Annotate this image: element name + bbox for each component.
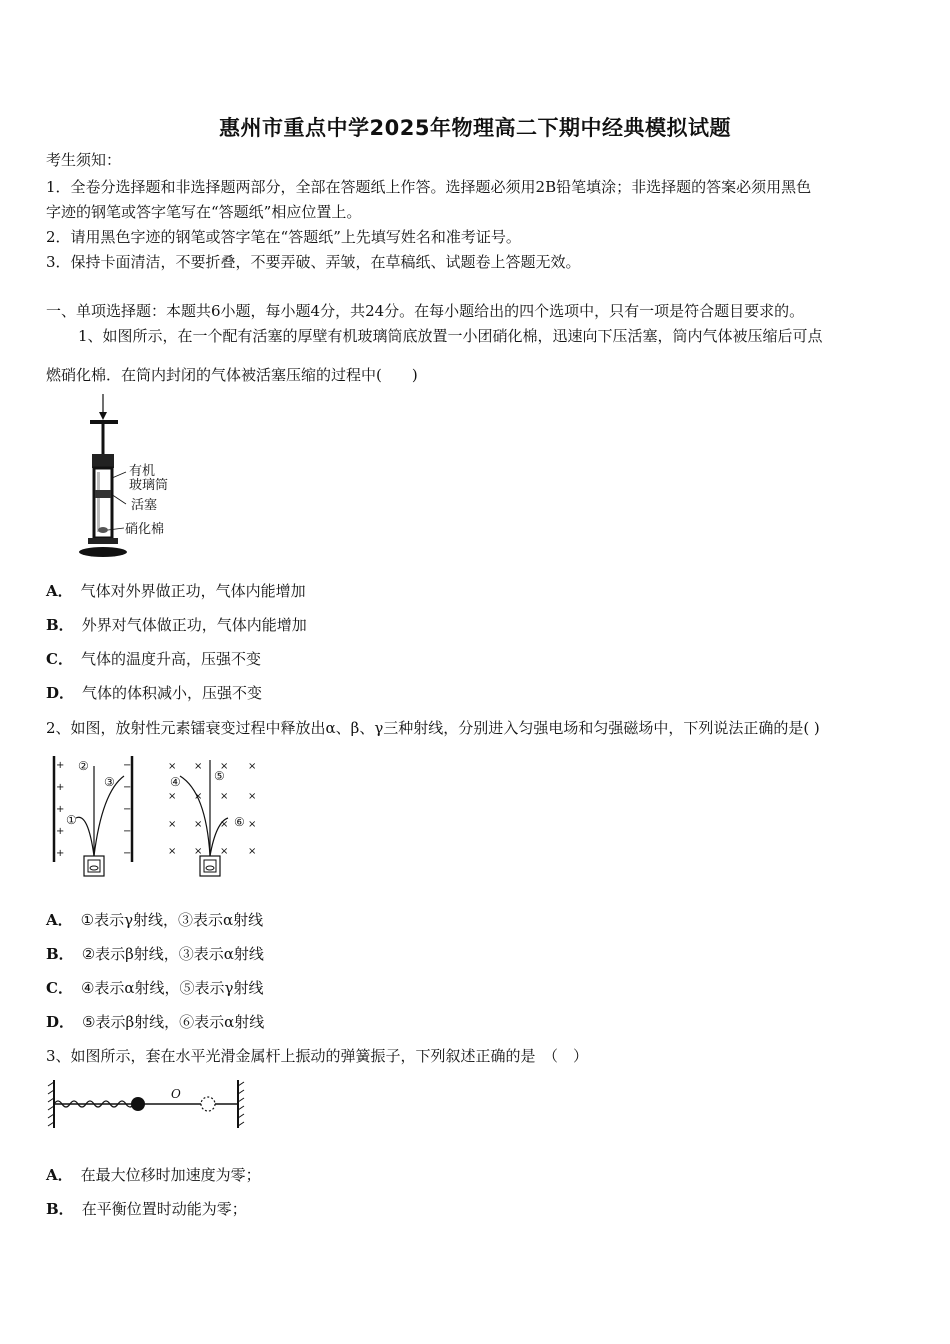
option-text: ⑤表示β射线，⑥表示α射线 <box>82 1013 265 1031</box>
q1-option-c <box>46 649 261 669</box>
q2-stem: 2、如图，放射性元素镭衰变过程中释放出α、β、γ三种射线，分别进入匀强电场和匀强磁场中，下列说法正确的是( ) <box>46 719 820 737</box>
option-letter: D． <box>46 684 75 702</box>
q1-stem-line2: 燃硝化棉．在筒内封闭的气体被活塞压缩的过程中( ) <box>46 366 418 384</box>
q2-label-4: ④ <box>170 775 181 789</box>
option-letter: C． <box>46 979 73 997</box>
svg-text:×: × <box>248 819 257 830</box>
option-text: 在最大位移时加速度为零； <box>80 1166 261 1184</box>
svg-text:−: − <box>123 848 132 859</box>
svg-text:×: × <box>248 846 257 857</box>
q1-option-a <box>46 581 306 601</box>
svg-text:×: × <box>248 761 257 772</box>
svg-text:×: × <box>168 846 177 857</box>
q2-label-6: ⑥ <box>234 815 245 829</box>
svg-text:−: − <box>123 782 132 793</box>
svg-text:×: × <box>194 791 203 802</box>
q3-option-a <box>46 1165 261 1185</box>
svg-text:×: × <box>220 819 229 830</box>
q2-label-3: ③ <box>104 775 115 789</box>
svg-text:+: + <box>56 760 65 771</box>
svg-text:×: × <box>194 819 203 830</box>
q2-option-c <box>46 978 264 998</box>
notice-item-1-cont: 字迹的钢笔或答字笔写在“答题纸”相应位置上。 <box>46 203 362 221</box>
option-text: 气体对外界做正功，气体内能增加 <box>80 582 306 600</box>
q1-option-b <box>46 615 307 635</box>
svg-text:×: × <box>248 791 257 802</box>
q1-label-cotton: 硝化棉 <box>125 522 165 537</box>
svg-text:−: − <box>123 760 132 771</box>
svg-text:−: − <box>123 826 132 837</box>
option-letter: B． <box>46 616 74 634</box>
option-letter: C． <box>46 650 73 668</box>
q3-stem: 3、如图所示，套在水平光滑金属杆上振动的弹簧振子，下列叙述正确的是 （ ） <box>46 1047 589 1065</box>
option-text: 气体的温度升高，压强不变 <box>80 650 261 668</box>
q2-label-5: ⑤ <box>214 769 225 783</box>
option-text: ②表示β射线，③表示α射线 <box>81 945 264 963</box>
q2-option-a <box>46 910 263 930</box>
svg-text:+: + <box>56 782 65 793</box>
option-text: 外界对气体做正功，气体内能增加 <box>81 616 307 634</box>
notice-item-2: 2．请用黑色字迹的钢笔或答字笔在“答题纸”上先填写姓名和准考证号。 <box>46 228 521 246</box>
q1-option-d <box>46 683 262 703</box>
svg-text:+: + <box>56 826 65 837</box>
option-text: 在平衡位置时动能为零； <box>81 1200 247 1218</box>
svg-text:−: − <box>123 804 132 815</box>
svg-text:+: + <box>56 804 65 815</box>
svg-text:×: × <box>220 761 229 772</box>
q2-option-b <box>46 944 264 964</box>
option-letter: A． <box>46 1166 73 1184</box>
svg-text:×: × <box>220 791 229 802</box>
svg-text:×: × <box>168 761 177 772</box>
svg-text:×: × <box>168 819 177 830</box>
q1-label-organic: 有机 <box>129 464 156 479</box>
svg-text:×: × <box>220 846 229 857</box>
q1-stem-line1: 1、如图所示，在一个配有活塞的厚壁有机玻璃筒底放置一小团硝化棉，迅速向下压活塞，筒内气体被压缩后可点 <box>78 327 823 345</box>
q2-label-1: ① <box>66 813 77 827</box>
option-letter: B． <box>46 945 74 963</box>
svg-text:×: × <box>168 791 177 802</box>
notice-heading: 考生须知： <box>46 151 122 169</box>
q1-label-glass-tube: 玻璃筒 <box>129 478 169 493</box>
option-text: ①表示γ射线，③表示α射线 <box>80 911 264 929</box>
option-letter: B． <box>46 1200 74 1218</box>
option-letter: A． <box>46 582 73 600</box>
q3-label-o: O <box>171 1087 181 1101</box>
option-letter: D． <box>46 1013 75 1031</box>
section-heading: 一、单项选择题：本题共6小题，每小题4分，共24分。在每小题给出的四个选项中，只有一项是符合题目要求的。 <box>46 302 805 320</box>
q1-label-piston: 活塞 <box>131 498 158 513</box>
option-text: 气体的体积减小，压强不变 <box>82 684 263 702</box>
page-title: 惠州市重点中学2025年物理高二下期中经典模拟试题 <box>219 116 731 140</box>
option-text: ④表示α射线，⑤表示γ射线 <box>80 979 264 997</box>
q3-spring-figure <box>46 1076 256 1136</box>
svg-text:×: × <box>194 846 203 857</box>
notice-item-3: 3．保持卡面清洁，不要折叠，不要弄破、弄皱，在草稿纸、试题卷上答题无效。 <box>46 253 581 271</box>
q3-option-b <box>46 1199 247 1219</box>
notice-item-1: 1．全卷分选择题和非选择题两部分，全部在答题纸上作答。选择题必须用2B铅笔填涂；非选择题的答案必须用黑色 <box>46 178 812 196</box>
option-letter: A． <box>46 911 73 929</box>
q2-option-d <box>46 1012 264 1032</box>
svg-text:×: × <box>194 761 203 772</box>
svg-text:+: + <box>56 848 65 859</box>
q2-label-2: ② <box>78 759 89 773</box>
